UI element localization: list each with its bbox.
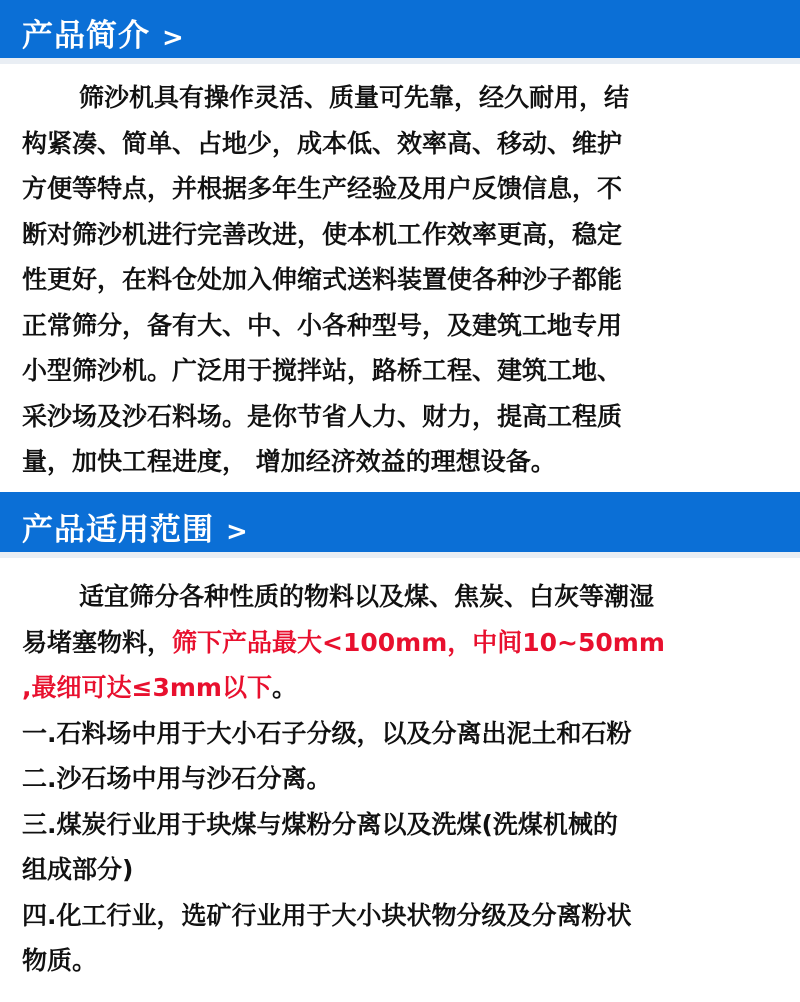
scope-highlight: 筛下产品最大<100mm，中间10~50mm [172, 627, 665, 657]
scope-highlight: ,最细可达≤3mm以下 [22, 673, 272, 702]
scope-title-arrow: > [226, 517, 249, 547]
scope-text: 易堵塞物料， [22, 627, 173, 657]
intro-line: 性更好，在料仓处加入伸缩式送料装置使各种沙子都能 [22, 265, 623, 294]
scope-list-item: 物质。 [22, 946, 98, 975]
scope-title-text: 产品适用范围 [22, 512, 214, 548]
scope-line [22, 620, 780, 666]
intro-section-header [0, 0, 800, 64]
intro-line: 方便等特点，并根据多年生产经验及用户反馈信息，不 [22, 174, 623, 203]
intro-line: 正常筛分，备有大、中、小各种型号，及建筑工地专用 [22, 310, 623, 340]
scope-line [22, 665, 780, 711]
intro-line: 小型筛沙机。广泛用于搅拌站，路桥工程、建筑工地、 [22, 356, 623, 385]
intro-line: 构紧凑、简单、占地少，成本低、效率高、移动、维护 [22, 128, 623, 158]
scope-list-item: 一.石料场中用于大小石子分级，以及分离出泥土和石粉 [22, 718, 632, 748]
scope-list-item: 组成部分) [22, 855, 134, 884]
scope-section-header [0, 492, 800, 558]
intro-title-arrow: > [162, 23, 185, 53]
scope-text: 。 [271, 673, 297, 702]
intro-title-text: 产品简介 [22, 18, 150, 54]
intro-line: 断对筛沙机进行完善改进，使本机工作效率更高，稳定 [22, 219, 623, 249]
intro-line: 量，加快工程进度， 增加经济效益的理想设备。 [22, 447, 556, 476]
intro-line: 采沙场及沙石料场。是你节省人力、财力，提高工程质 [22, 401, 623, 431]
scope-list-item: 三.煤炭行业用于块煤与煤粉分离以及洗煤(洗煤机械的 [22, 809, 618, 839]
scope-line: 适宜筛分各种性质的物料以及煤、焦炭、白灰等潮湿 [79, 582, 655, 611]
intro-line: 筛沙机具有操作灵活、质量可先靠，经久耐用，结 [79, 83, 630, 112]
scope-list-item: 四.化工行业，选矿行业用于大小块状物分级及分离粉状 [22, 900, 632, 930]
scope-list-item: 二.沙石场中用与沙石分离。 [22, 764, 332, 793]
intro-section-title [22, 10, 185, 55]
intro-paragraph [22, 75, 780, 485]
scope-paragraph [22, 574, 780, 984]
scope-section-title [22, 504, 249, 549]
